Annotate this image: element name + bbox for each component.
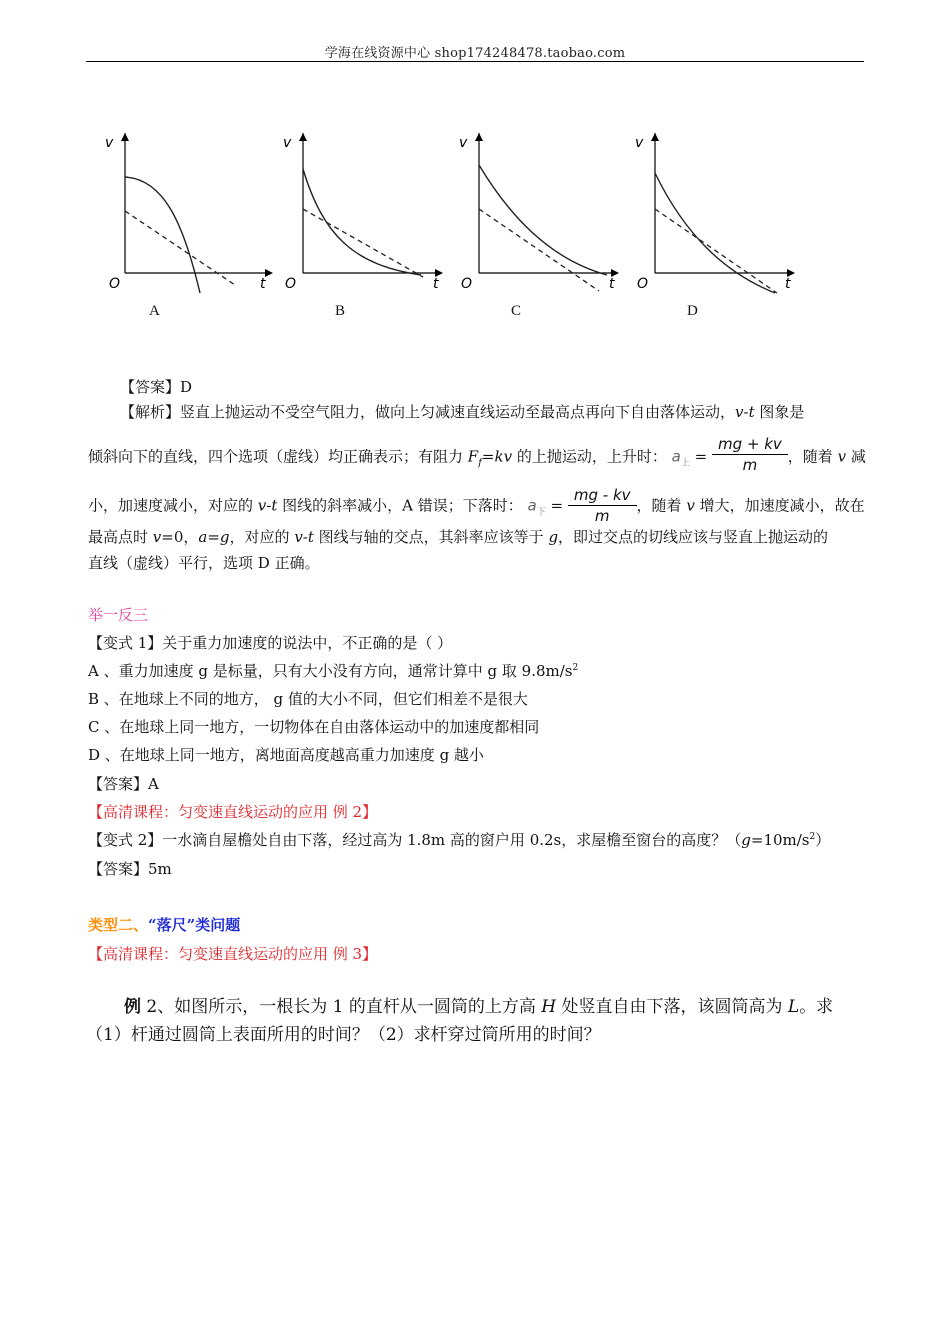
text: ，随着 — [636, 496, 687, 515]
option-a-sup: 2 — [572, 663, 579, 673]
g-term: g — [741, 831, 751, 849]
force-eq: =kv — [481, 447, 513, 466]
graph-b — [273, 125, 453, 325]
option-a-text: A 、重力加速度 g 是标量，只有大小没有方向，通常计算中 g 取 9.8m/s — [88, 662, 573, 680]
text: =0， — [161, 528, 199, 546]
text: 增大，加速度减小，故在 — [694, 496, 865, 515]
vt-term: v-t — [294, 528, 314, 546]
graph-c-svg — [449, 125, 629, 325]
a-down-sub: 下 — [536, 507, 546, 518]
text: ，随着 — [787, 447, 838, 466]
v-arrow — [121, 133, 129, 141]
analysis-line-1 — [120, 401, 804, 422]
analysis-line-2 — [88, 437, 866, 478]
type2-heading — [88, 914, 240, 935]
t-arrow — [265, 269, 273, 277]
force-subscript: f — [478, 457, 482, 469]
text: ，即过交点的切线应该与竖直上抛运动的 — [558, 528, 829, 546]
text: 图线的斜率减小，A 错误；下落时： — [277, 496, 523, 515]
force-symbol: F — [467, 447, 479, 466]
answer-tag: 【答案】 — [120, 378, 181, 396]
v-term: v — [152, 528, 162, 546]
variant1-option-a — [88, 660, 578, 681]
analysis-line-5: 直线（虚线）平行，选项 D 正确。 — [88, 554, 320, 572]
fraction-up-denominator: m — [742, 456, 758, 474]
vt-graphs — [95, 125, 815, 325]
g-term: g — [219, 528, 230, 546]
type2-title: “落尺”类问题 — [148, 916, 241, 934]
v-term: v — [686, 496, 695, 515]
text: 竖直上抛运动不受空气阻力，做向上匀减速直线运动至最高点再向下自由落体运动， — [180, 403, 736, 421]
text: 。求 — [799, 997, 834, 1017]
v-label: v — [105, 135, 114, 151]
vt-term: v-t — [257, 496, 278, 515]
dashed-line-d — [655, 209, 777, 293]
analysis-line-4 — [88, 526, 828, 547]
v-arrow — [651, 133, 659, 141]
origin-label: O — [109, 276, 121, 292]
example-label: 例 — [124, 997, 141, 1017]
text: 图线与轴的交点，其斜率应该等于 — [313, 528, 549, 546]
variant1-question: 【变式 1】关于重力加速度的说法中，不正确的是（ ） — [88, 634, 453, 652]
label-b: B — [335, 303, 346, 319]
fraction-up-numerator: mg + kv — [712, 434, 788, 455]
text: 最高点时 — [88, 528, 153, 546]
text: 倾斜向下的直线，四个选项（虚线）均正确表示；有阻力 — [88, 447, 468, 466]
label-c: C — [511, 303, 522, 319]
variant1-option-b: B 、在地球上不同的地方， g 值的大小不同，但它们相差不是很大 — [88, 690, 528, 708]
vt-term: v-t — [735, 403, 755, 421]
fraction-up — [712, 434, 788, 475]
course-link-2: 【高清课程：匀变速直线运动的应用 例 3】 — [88, 945, 378, 963]
curve-d — [655, 173, 775, 293]
a-term: a — [198, 528, 208, 546]
text: 图象是 — [754, 403, 805, 421]
t-label: t — [260, 276, 266, 292]
h-term: H — [541, 997, 557, 1017]
text: 减 — [846, 447, 866, 466]
equals: = — [694, 447, 708, 466]
origin-label: O — [461, 276, 473, 292]
v-term: v — [837, 447, 847, 466]
fraction-down — [568, 485, 637, 526]
example2-line-1 — [124, 992, 833, 1017]
a-up-symbol: a — [671, 447, 681, 466]
v-label: v — [635, 135, 644, 151]
dashed-line-b — [303, 209, 423, 277]
type2-prefix: 类型二、 — [88, 916, 149, 934]
variant1-option-d: D 、在地球上同一地方，离地面高度越高重力加速度 g 越小 — [88, 746, 484, 764]
curve-c — [479, 165, 607, 275]
t-label: t — [609, 276, 615, 292]
variant1-answer: 【答案】A — [88, 775, 159, 793]
curve-b — [303, 169, 421, 275]
text: ） — [815, 831, 831, 849]
t-label: t — [785, 276, 791, 292]
graph-b-svg — [273, 125, 453, 325]
label-a: A — [149, 303, 160, 319]
v-arrow — [299, 133, 307, 141]
dashed-line-c — [479, 209, 599, 291]
origin-label: O — [285, 276, 297, 292]
a-down-symbol: a — [527, 496, 537, 515]
text: 处竖直自由下落，该圆筒高为 — [556, 997, 788, 1017]
variant2-question — [88, 829, 830, 850]
graph-d-svg — [625, 125, 805, 325]
dashed-line-a — [125, 211, 235, 285]
graph-a — [95, 125, 275, 325]
v-arrow — [475, 133, 483, 141]
text: 小，加速度减小，对应的 — [88, 496, 258, 515]
a-up-sub: 上 — [680, 458, 690, 469]
curve-a — [125, 177, 200, 293]
graph-d — [625, 125, 805, 325]
example2-line-2: （1）杆通过圆筒上表面所用的时间？（2）求杆穿过筒所用的时间？ — [86, 1025, 601, 1045]
label-d: D — [687, 303, 698, 319]
v-label: v — [283, 135, 292, 151]
variant2-answer: 【答案】5m — [88, 860, 172, 878]
section-jyfs: 举一反三 — [88, 606, 149, 624]
answer-1 — [120, 376, 192, 397]
page-header: 学海在线资源中心 shop174248478.taobao.com — [324, 46, 626, 61]
analysis-tag: 【解析】 — [120, 403, 181, 421]
v-label: v — [459, 135, 468, 151]
equals: = — [550, 496, 564, 515]
text: 2、如图所示，一根长为 1 的直杆从一圆筒的上方高 — [141, 997, 542, 1017]
text: 的上抛运动，上升时： — [512, 447, 667, 466]
text: = — [207, 528, 220, 546]
answer-value: D — [180, 378, 193, 396]
graph-a-svg — [95, 125, 275, 325]
t-label: t — [433, 276, 439, 292]
analysis-line-3 — [88, 486, 865, 527]
g-term: g — [548, 528, 559, 546]
fraction-down-denominator: m — [594, 507, 610, 525]
g-value: =10m/s — [750, 831, 810, 849]
variant2-text: 【变式 2】一水滴自屋檐处自由下落，经过高为 1.8m 高的窗户用 0.2s，求屋檐至窗台的高度？（ — [88, 831, 742, 849]
variant1-option-c: C 、在地球上同一地方，一切物体在自由落体运动中的加速度都相同 — [88, 718, 540, 736]
course-link-1: 【高清课程：匀变速直线运动的应用 例 2】 — [88, 803, 378, 821]
origin-label: O — [637, 276, 649, 292]
fraction-down-numerator: mg - kv — [568, 485, 637, 506]
header-rule — [86, 61, 864, 62]
g-sup: 2 — [809, 832, 816, 842]
text: ，对应的 — [229, 528, 295, 546]
l-term: L — [787, 997, 800, 1017]
graph-c — [449, 125, 629, 325]
